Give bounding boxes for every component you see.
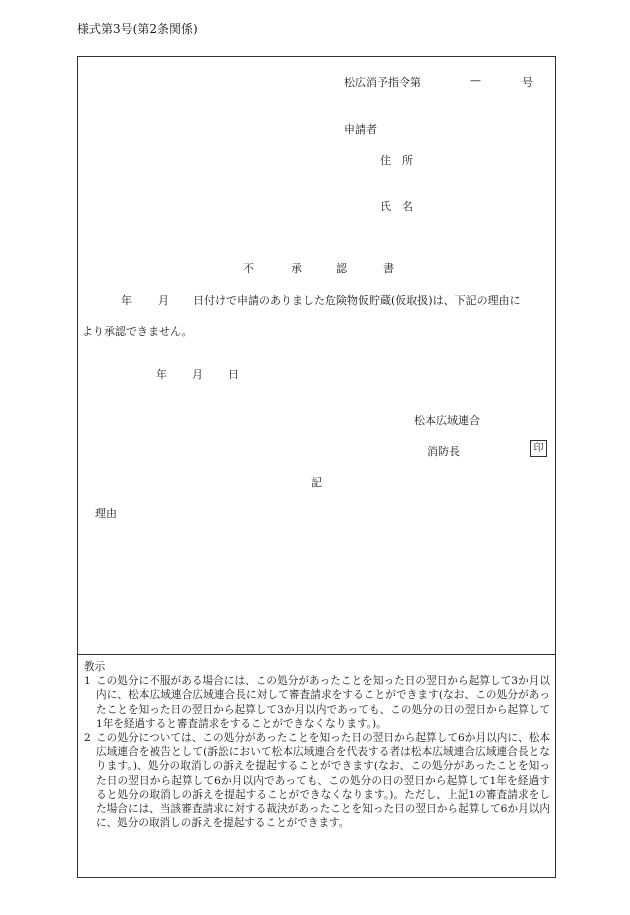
date-day-label: 日 — [228, 368, 239, 381]
body-year-label: 年 — [121, 294, 132, 307]
date-year-label: 年 — [156, 368, 167, 381]
reason-label: 理由 — [95, 507, 117, 520]
seal-mark: 印 — [533, 443, 544, 454]
issuer-org: 松本広域連合 — [414, 414, 480, 427]
notice-item-number: 1 — [84, 675, 91, 688]
notice-item — [84, 674, 550, 731]
doc-number-suffix: 号 — [522, 76, 533, 89]
body-month-label: 月 — [158, 294, 169, 307]
notice-heading: 教示 — [84, 661, 106, 673]
name-label: 氏 名 — [380, 200, 413, 213]
body-text-line-2: より承認できません。 — [82, 325, 193, 338]
ki-label: 記 — [311, 476, 322, 489]
title-char-3: 認 — [336, 262, 347, 275]
form-number-label: 様式第3号(第2条関係) — [77, 22, 198, 36]
notice-item — [84, 731, 550, 830]
notice-item-text: この処分に不服がある場合には、この処分があったことを知った日の翌日から起算して3か月以内に、松本広域連合広域連合長に対して審査請求をすることができます(なお、この処分があったことを知った日の翌日から起算して3か月以内であっても、この処分の日の翌日から起算して1年を経過すると審査請求をすることができなくなります。)。 — [96, 675, 550, 730]
section-divider — [78, 654, 555, 655]
issuer-title: 消防長 — [427, 445, 460, 458]
address-label: 住 所 — [380, 154, 413, 167]
notice-section — [84, 660, 550, 830]
title-char-2: 承 — [291, 262, 302, 275]
applicant-label: 申請者 — [344, 123, 377, 136]
title-char-4: 書 — [383, 262, 394, 275]
doc-number-dash: — — [470, 74, 481, 87]
title-char-1: 不 — [243, 262, 254, 275]
doc-number-prefix: 松広消予指令第 — [344, 76, 421, 89]
notice-item-number: 2 — [84, 732, 91, 745]
seal-box — [530, 440, 547, 457]
date-month-label: 月 — [192, 368, 203, 381]
body-text-line-1: 日付けで申請のありました危険物仮貯蔵(仮取扱)は、下記の理由に — [193, 294, 521, 307]
notice-item-text: この処分については、この処分があったことを知った日の翌日から起算して6か月以内に、松本広域連合を被告として(訴訟において松本広域連合を代表する者は松本広域連合広域連合長となります。)、処分の取消しの訴えを提起することができます(なお、この処分があったことを知った日の翌日から起算して6か月以内であっても、この処分の日の翌日から起算して1年を経過すると処分の取消しの訴えを提起することができなくなります。)。ただし、上記1の審査請求をした場合には、当該審査請求に対する裁決があったことを知った日の翌日から起算して6か月以内に、処分の取消しの訴えを提起することができます。 — [96, 732, 550, 830]
document-frame — [77, 56, 556, 878]
